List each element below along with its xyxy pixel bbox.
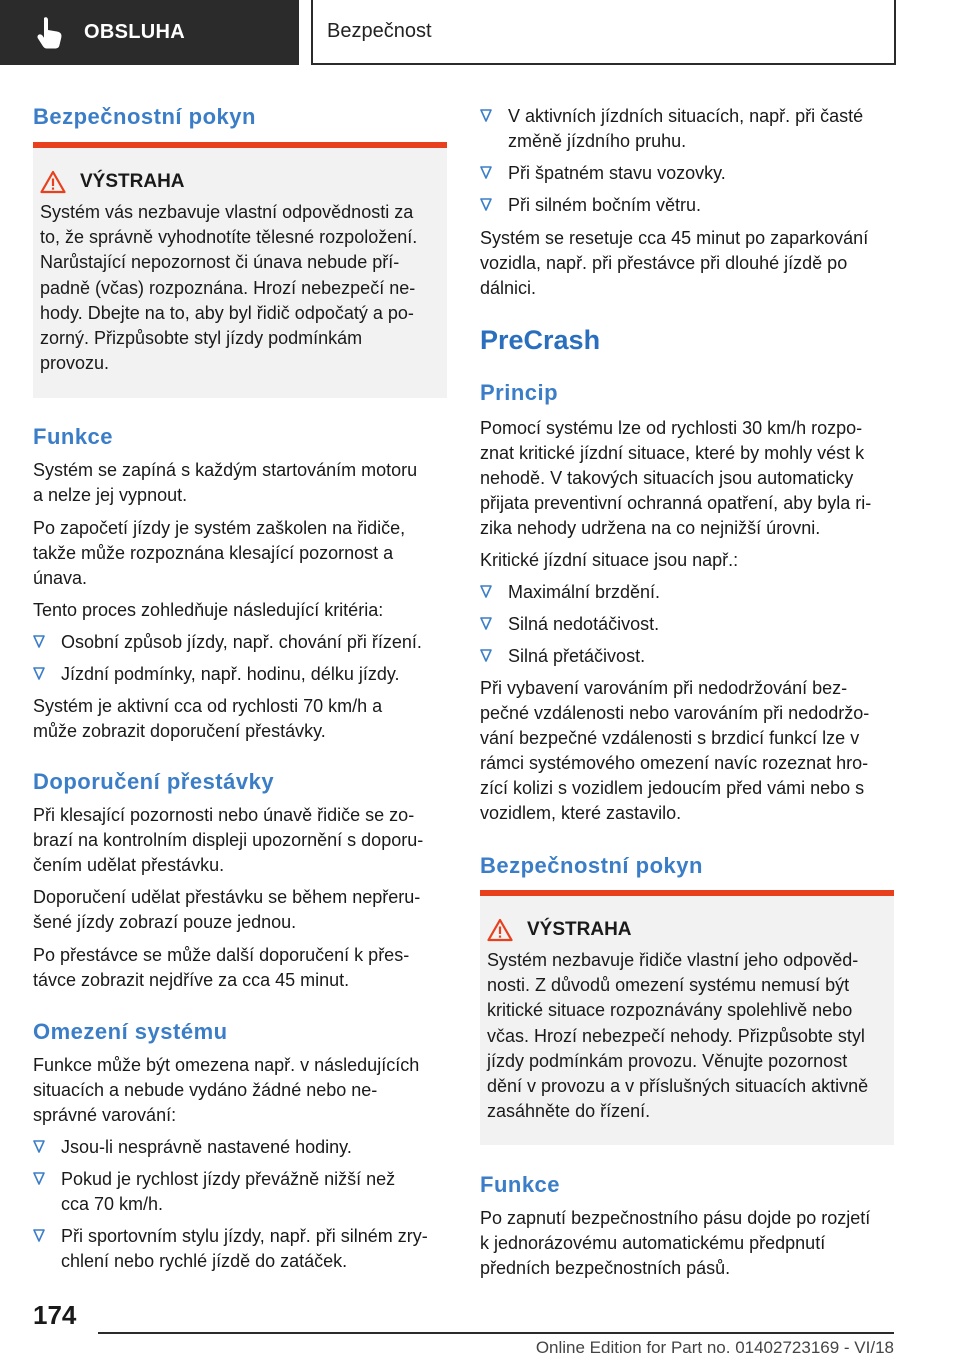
list-item: Pokud je rychlost jízdy převážně nižší než cca 70 km/h. [33, 1167, 447, 1219]
function-paragraph-4: Systém je aktivní cca od rychlosti 70 km/h a může zobrazit doporučení přestávky. [33, 696, 383, 741]
list-item: Jsou-li nesprávně nastavené hodiny. [33, 1135, 447, 1161]
list-item: Při silném bočním větru. [480, 193, 894, 219]
bullet-triangle-icon [33, 1172, 45, 1185]
bullet-triangle-icon [480, 585, 492, 598]
list-item: Maximální brzdění. [480, 580, 894, 606]
limits-paragraph: Funkce může být omezena např. v následujících situacích a nebude vydáno žádné nebo ne‐ správné varování: [33, 1055, 420, 1125]
bullet-triangle-icon [33, 1140, 45, 1153]
function-paragraph-3: Tento proces zohledňuje následující kritéria: [33, 600, 384, 620]
list-item: V aktivních jízdních situacích, např. při časté změně jízdního pruhu. [480, 104, 894, 156]
function-heading-right: Funkce [480, 1172, 561, 1197]
section-label: OBSLUHA [84, 21, 185, 43]
bullet-triangle-icon [480, 649, 492, 662]
function-paragraph-1: Systém se zapíná s každým startováním motoru a nelze jej vypnout. [33, 460, 418, 505]
principle-paragraph-2: Kritické jízdní situace jsou např.: [480, 550, 739, 570]
break-paragraph-2: Doporučení udělat přestávku se během nepřeru‐ šené jízdy zobrazí pouze jednou. [33, 887, 421, 932]
safety-heading-right: Bezpečnostní pokyn [480, 853, 703, 878]
list-item: Při špatném stavu vozovky. [480, 161, 894, 187]
principle-paragraph-3: Při vybavení varováním při nedodržování bez‐ pečné vzdálenosti nebo varováním při nedodržo‐ vání bezpečné vzdálenosti s brzdicí funkcí lze v rámci systémového omezení navíc rozeznat hro‐ zící kolizi s vozidlem jedoucím před vámi nebo s vozidlem, které zastavilo. [480, 678, 870, 823]
principle-heading: Princip [480, 380, 559, 405]
footer-edition: Online Edition for Part no. 01402723169 - VI/18 [535, 1338, 894, 1357]
header-title-box [311, 0, 896, 65]
principle-paragraph-1: Pomocí systému lze od rychlosti 30 km/h rozpo‐ znat kritické jízdní situace, které by mohly vést k nehodě. V takových situacích jsou automaticky přijata preventivní ochranná opatření, aby byla ri‐ zika nehody udržena na co nejnižší úrovni. [480, 418, 872, 538]
bullet-triangle-icon [480, 617, 492, 630]
break-paragraph-3: Po přestávce se může další doporučení k přes‐ távce zobrazit nejdříve za cca 45 minut. [33, 945, 410, 990]
function-paragraph-2: Po započetí jízdy je systém zaškolen na řidiče, takže může rozpoznána klesající pozornost a únava. [33, 518, 406, 588]
function-heading-left: Funkce [33, 424, 114, 449]
break-paragraph-1: Při klesající pozornosti nebo únavě řidiče se zo‐ brazí na kontrolním displeji upozornění s doporu‐ čením udělat přestávku. [33, 805, 424, 875]
function-paragraph-right: Po zapnutí bezpečnostního pásu dojde po rozjetí k jednorázovému automatickému předpnutí předních bezpečnostních pásů. [480, 1208, 871, 1278]
chapter-title: Bezpečnost [327, 20, 432, 42]
list-item: Silná přetáčivost. [480, 644, 894, 670]
warning-triangle-icon [487, 918, 513, 942]
warning-triangle-icon [40, 170, 66, 194]
precrash-heading: PreCrash [480, 325, 601, 355]
list-item: Při sportovním stylu jízdy, např. při silném zry‐ chlení nebo rychlé jízdě do zatáček. [33, 1224, 447, 1276]
footer-divider [98, 1332, 894, 1334]
warning-label: VÝSTRAHA [80, 171, 185, 192]
bullet-triangle-icon [480, 198, 492, 211]
warning-label: VÝSTRAHA [527, 919, 632, 940]
bullet-triangle-icon [480, 109, 492, 122]
page-number: 174 [33, 1300, 77, 1330]
bullet-triangle-icon [33, 1229, 45, 1242]
hand-pointer-icon [30, 13, 70, 53]
bullet-triangle-icon [33, 635, 45, 648]
bullet-triangle-icon [33, 667, 45, 680]
list-item: Jízdní podmínky, např. hodinu, délku jízdy. [33, 662, 447, 688]
bullet-triangle-icon [480, 166, 492, 179]
warning-text: Systém nezbavuje řidiče vlastní jeho odpověd‐ nosti. Z důvodů omezení systému nemusí být kritické situace rozpoznávány spolehlivě nebo včas. Hrozí nebezpečí nehody. Přizpůsobte styl jízdy podmínkám provozu. Věnujte pozornost dění v provozu a v příslušných situacích aktivně zasáhněte do řízení. [487, 950, 869, 1122]
warning-box-left [33, 142, 447, 398]
safety-heading-left: Bezpečnostní pokyn [33, 104, 256, 129]
list-item: Osobní způsob jízdy, např. chování při řízení. [33, 630, 447, 656]
break-heading: Doporučení přestávky [33, 769, 275, 794]
header-section-tab [0, 0, 299, 65]
warning-box-right [480, 890, 894, 1145]
warning-text: Systém vás nezbavuje vlastní odpovědnosti za to, že správně vyhodnotíte tělesné rozpoložení. Narůstající nepozornost či únava nebude pří‐ padně (včas) rozpoznána. Hrozí nebezpečí ne‐ hody. Dbejte na to, aby byl řidič odpočatý a po‐ zorný. Přizpůsobte styl jízdy podmínkám provozu. [40, 202, 418, 374]
list-item: Silná nedotáčivost. [480, 612, 894, 638]
reset-paragraph: Systém se resetuje cca 45 minut po zaparkování vozidla, např. při přestávce při dlouhé jízdě po dálnici. [480, 228, 869, 298]
limits-heading: Omezení systému [33, 1019, 228, 1044]
